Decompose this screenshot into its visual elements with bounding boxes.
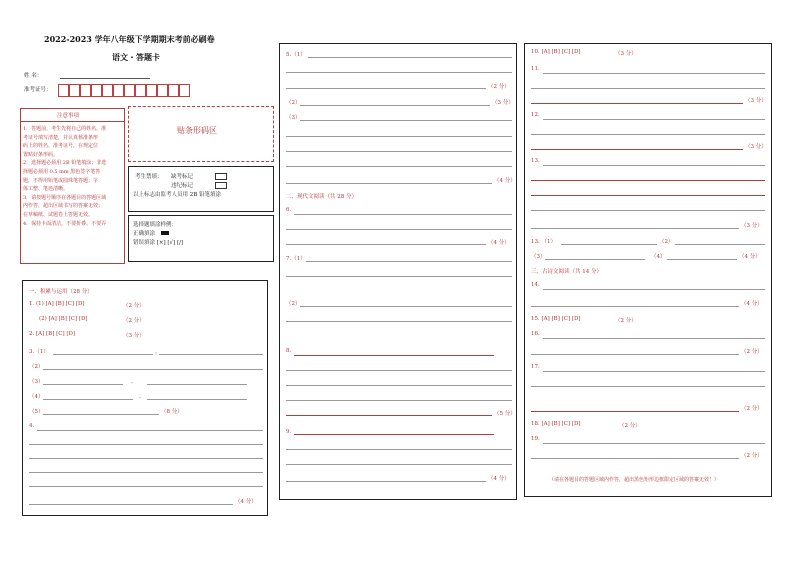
q3-4-line-a[interactable]: [43, 399, 133, 400]
q13-line-3[interactable]: [531, 195, 765, 196]
q6-line-1[interactable]: [294, 214, 512, 215]
q17-line-2[interactable]: [531, 354, 739, 355]
fill-wrong-label: 错误填涂 [×] [√] [/]: [133, 240, 184, 246]
q3-3-line-b[interactable]: [147, 384, 247, 385]
q7-1-label: 7.（1）: [286, 256, 306, 262]
q6-label: 6.: [286, 207, 292, 213]
notice-box: [20, 108, 125, 264]
section1-title: 一、积累与运用（28 分）: [29, 289, 93, 295]
q4-line-6[interactable]: [29, 504, 233, 505]
q17-score: （2 分）: [741, 349, 763, 355]
q13-line-4[interactable]: [531, 210, 765, 211]
q5-3-line-4[interactable]: [286, 166, 512, 167]
status-note: 以上标志由监考人员用 2B 铅笔填涂: [133, 192, 222, 198]
q18-score: （2 分）: [741, 406, 763, 412]
q5-3-line-1[interactable]: [300, 120, 512, 121]
q16-options[interactable]: 15. [A] [B] [C] [D]: [531, 316, 581, 322]
violation-label: 违纪标记: [171, 183, 194, 189]
q4-line-2[interactable]: [29, 444, 263, 445]
q15-label: 14.: [531, 282, 540, 288]
q3-4-line-b[interactable]: [147, 399, 247, 400]
q1-2-options[interactable]: (2) [A] [B] [C] [D]: [39, 316, 88, 322]
q15-line-2[interactable]: [531, 306, 739, 307]
q5-1-line-3[interactable]: [286, 88, 486, 89]
q16-score: （2 分）: [615, 318, 637, 324]
q12-line-1[interactable]: [543, 119, 765, 120]
q3-2-label: （2）: [29, 364, 44, 370]
q4-line-5[interactable]: [29, 486, 263, 487]
q1-1-score: （2 分）: [123, 303, 145, 309]
q2-options[interactable]: 2. [A] [B] [C] [D]: [29, 331, 76, 337]
q7-2-label: （2）: [286, 301, 301, 307]
q3-1-label: 3.（1）: [29, 349, 49, 355]
q9-line-4[interactable]: [286, 481, 486, 482]
exam-number-grid[interactable]: [58, 84, 198, 98]
exam-title: 2022-2023 学年八年级下学期期末考前必刷卷: [44, 34, 215, 44]
q5-2-line[interactable]: [300, 105, 490, 106]
q14-3-line[interactable]: [545, 259, 645, 260]
q9-line-3[interactable]: [286, 464, 512, 465]
q3-1-line-b[interactable]: [159, 354, 263, 355]
q4-label: 4.: [29, 423, 35, 429]
q8-line-2[interactable]: [286, 370, 512, 371]
q15-line-1[interactable]: [543, 289, 765, 290]
q19-score: （2 分）: [619, 423, 641, 429]
absent-mark-box[interactable]: [215, 173, 227, 180]
right-column-box: [524, 43, 772, 497]
q12-label: 12.: [531, 112, 540, 118]
q20-label: 19.: [531, 436, 540, 442]
fill-example-box: [128, 215, 274, 262]
q6-score: （4 分）: [488, 240, 510, 246]
q15-score: （4 分）: [741, 301, 763, 307]
q13-score: （3 分）: [741, 223, 763, 229]
q5-3-line-3[interactable]: [286, 151, 512, 152]
answer-area-footer-note: （请在各题目的答题区域内作答，超出黑色矩形边框限定区域的答案无效！）: [549, 477, 720, 483]
q18-label: 17.: [531, 364, 540, 370]
exam-number-label: 准考证号：: [24, 87, 52, 93]
q3-5-line[interactable]: [43, 414, 159, 415]
filled-mark-icon: [161, 231, 169, 235]
q14-4-line[interactable]: [667, 259, 737, 260]
q20-score: （2 分）: [741, 453, 763, 459]
q5-1-line-1[interactable]: [308, 57, 512, 58]
q14-1-line[interactable]: [561, 244, 657, 245]
q14-score: （4 分）: [739, 254, 761, 260]
q11-line-1[interactable]: [543, 73, 765, 74]
q7-1-line-2[interactable]: [286, 276, 512, 277]
q6-line-3[interactable]: [286, 244, 486, 245]
q5-3-score: （4 分）: [494, 178, 516, 184]
q4-line-3[interactable]: [29, 458, 263, 459]
q8-line-3[interactable]: [286, 385, 512, 386]
q8-line-4[interactable]: [286, 400, 512, 401]
q3-score: （8 分）: [161, 409, 183, 415]
section1-box: [22, 280, 268, 516]
q8-label: 8.: [286, 348, 292, 354]
q11-label: 11.: [531, 66, 540, 72]
q11-score: （3 分）: [745, 98, 767, 104]
q13-line-1[interactable]: [543, 165, 765, 166]
q14-3-label: （3）: [531, 254, 546, 260]
q11-line-3[interactable]: [531, 103, 743, 104]
q3-4-comma: 、: [139, 394, 145, 400]
q5-1-score: （2 分）: [488, 84, 510, 90]
status-label: 考生禁填：: [135, 174, 163, 180]
q5-2-score: （3 分）: [492, 100, 514, 106]
name-label: 姓 名：: [24, 73, 43, 79]
q4-score: （4 分）: [235, 499, 257, 505]
q14-1-label: 13. （1）: [531, 239, 556, 245]
q8-line-5[interactable]: [286, 415, 492, 416]
q18-line-2[interactable]: [531, 386, 765, 387]
name-field[interactable]: [60, 78, 150, 79]
q12-line-2[interactable]: [531, 134, 765, 135]
q8-score: （5 分）: [494, 411, 516, 417]
q3-1-line-a[interactable]: [53, 354, 153, 355]
q3-3-comma: 、: [131, 379, 137, 385]
q3-2-line[interactable]: [43, 369, 263, 370]
q5-1-label: 5.（1）: [286, 52, 306, 58]
q10-score: （3 分）: [615, 51, 637, 57]
q6-line-2[interactable]: [286, 229, 512, 230]
q12-score: （3 分）: [745, 144, 767, 150]
q3-3-line-a[interactable]: [43, 384, 123, 385]
q4-line-4[interactable]: [29, 472, 263, 473]
barcode-area: [128, 106, 274, 162]
q3-4-label: （4）: [29, 394, 44, 400]
q17-line-1[interactable]: [543, 338, 765, 339]
fill-correct-label: 正确填涂: [133, 231, 156, 237]
q9-score: （4 分）: [488, 476, 510, 482]
q2-score: （3 分）: [123, 333, 145, 339]
q5-3-line-5[interactable]: [286, 183, 492, 184]
section2-title: 二、现代文阅读（共 28 分）: [286, 194, 357, 200]
q13-line-5[interactable]: [531, 228, 739, 229]
barcode-label: 贴条形码区: [177, 126, 217, 135]
section3-title: 三、古诗文阅读（共 14 分）: [531, 269, 602, 275]
notice-title: 注意事项: [57, 113, 80, 119]
answer-sheet-subtitle: 语文・答题卡: [112, 52, 160, 62]
q9-label: 9．: [286, 429, 295, 435]
q20-line-1[interactable]: [543, 443, 765, 444]
exam-status-box: [128, 166, 274, 212]
q1-1-options[interactable]: 1. (1) [A] [B] [C] [D]: [29, 301, 85, 307]
q14-2-label: （2）: [659, 239, 674, 245]
q7-1-line-1[interactable]: [306, 261, 512, 262]
q13-label: 13.: [531, 158, 540, 164]
q14-2-line[interactable]: [675, 244, 765, 245]
q12-line-3[interactable]: [531, 149, 743, 150]
q3-3-label: （3）: [29, 379, 44, 385]
middle-column-box: [279, 43, 517, 500]
absent-label: 缺考标记: [171, 174, 194, 180]
q10-options[interactable]: 10. [A] [B] [C] [D]: [531, 49, 581, 55]
q5-3-line-2[interactable]: [286, 136, 512, 137]
q18-line-1[interactable]: [543, 371, 765, 372]
q3-1-period: 。: [155, 349, 161, 355]
q4-line-1[interactable]: [37, 430, 263, 431]
q19-options[interactable]: 18. [A] [B] [C] [D]: [531, 421, 581, 427]
q13-line-2[interactable]: [531, 180, 765, 181]
q17-label: 16.: [531, 331, 540, 337]
q5-1-line-2[interactable]: [286, 72, 512, 73]
q20-line-2[interactable]: [531, 458, 739, 459]
q5-2-label: （2）: [286, 100, 301, 106]
q1-2-score: （2 分）: [123, 318, 145, 324]
fill-example-title: 选择题填涂样例：: [133, 222, 178, 228]
q7-2-line-2[interactable]: [286, 321, 512, 322]
q11-line-2[interactable]: [531, 88, 765, 89]
q7-2-line-1[interactable]: [300, 306, 512, 307]
q5-3-label: （3）: [286, 115, 301, 121]
q9-line-1[interactable]: [294, 434, 494, 435]
q18-line-3[interactable]: [531, 411, 739, 412]
violation-mark-box[interactable]: [215, 182, 227, 189]
notice-lines: 1．答题前，考生先将自己的姓名，准 考证号填写清楚，并认真核准条形 码上的姓名、准考证号，在规定位 置贴好条形码。 2．选择题必须用 2B 铅笔填涂；非选 择题必须用 0.5 mm 黑色签字笔答 题，不得用铅笔或圆珠笔答题；字 体工整、笔迹清晰。 3．请按题号顺序在各题目的答题区域 内作答，超出区域书写的答案无效； 在草稿纸、试题卷上答题无效。 4．保持卡面清洁，不要折叠、不要弄: [23, 126, 107, 227]
q14-4-label: （4）: [651, 254, 666, 260]
q8-line-1[interactable]: [294, 355, 494, 356]
q9-line-2[interactable]: [286, 449, 512, 450]
q3-5-label: （5）: [29, 409, 44, 415]
